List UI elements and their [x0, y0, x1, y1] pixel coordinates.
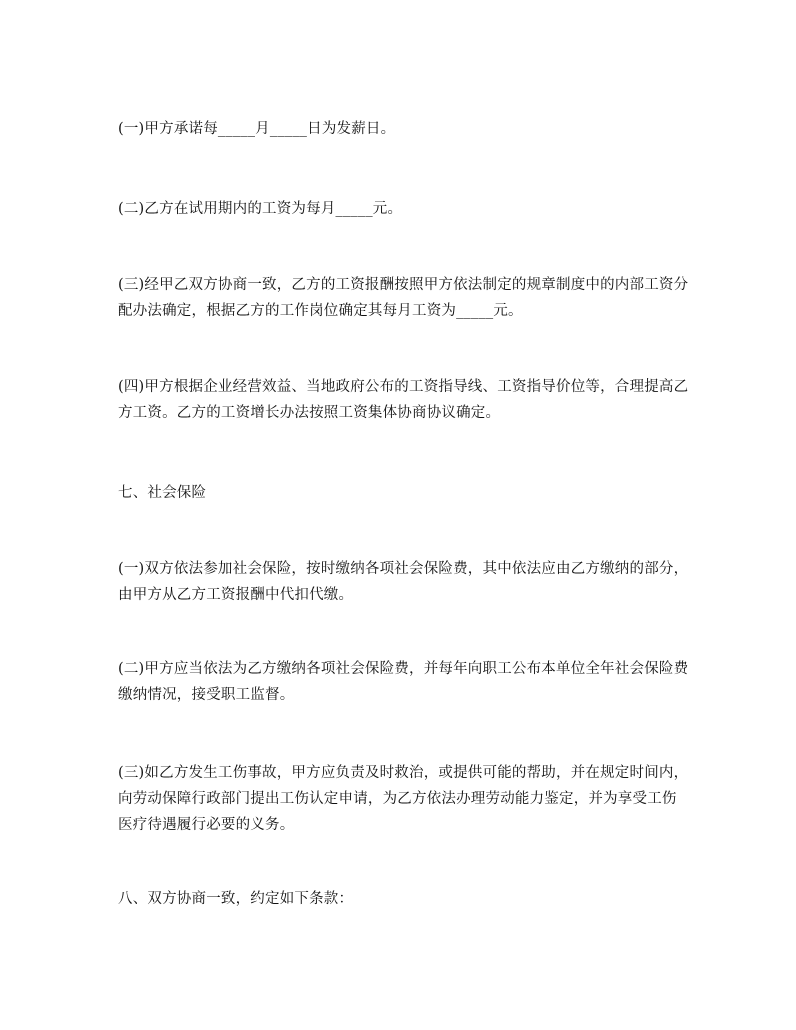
wage-clause-3: (三)经甲乙双方协商一致，乙方的工资报酬按照甲方依法制定的规章制度中的内部工资分配办法确定，根据乙方的工作岗位确定其每月工资为_____元。 — [118, 277, 689, 319]
insurance-clause-2: (二)甲方应当依法为乙方缴纳各项社会保险费，并每年向职工公布本单位全年社会保险费缴纳情况，接受职工监督。 — [118, 661, 689, 703]
wage-clause-4: (四)甲方根据企业经营效益、当地政府公布的工资指导线、工资指导价位等，合理提高乙方工资。乙方的工资增长办法按照工资集体协商协议确定。 — [118, 379, 689, 421]
insurance-clause-3: (三)如乙方发生工伤事故，甲方应负责及时救治，或提供可能的帮助，并在规定时间内，向劳动保障行政部门提出工伤认定申请，为乙方依法办理劳动能力鉴定，并为享受工伤医疗待遇履行必要的义务。 — [118, 765, 689, 833]
wage-clause-2: (二)乙方在试用期内的工资为每月_____元。 — [118, 201, 403, 217]
wage-clause-1: (一)甲方承诺每_____月_____日为发薪日。 — [118, 121, 396, 137]
section-heading-agreement: 八、双方协商一致，约定如下条款： — [118, 891, 354, 907]
section-heading-social-insurance: 七、社会保险 — [118, 485, 207, 501]
insurance-clause-1: (一)双方依法参加社会保险，按时缴纳各项社会保险费，其中依法应由乙方缴纳的部分，由甲方从乙方工资报酬中代扣代缴。 — [118, 561, 689, 603]
